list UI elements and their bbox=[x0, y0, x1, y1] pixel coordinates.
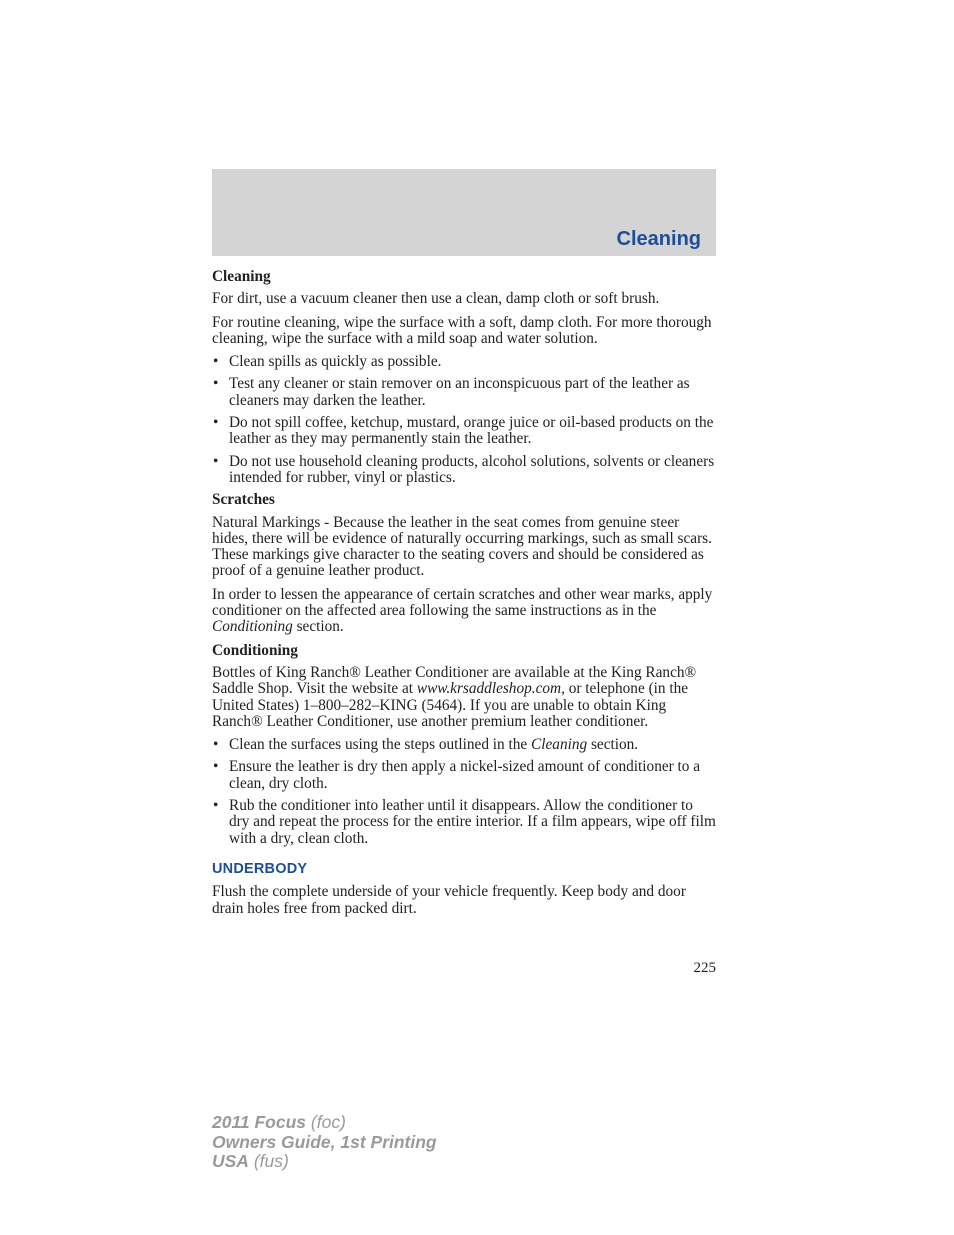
section-header-band bbox=[212, 169, 716, 256]
list-item: • Do not spill coffee, ketchup, mustard, orange juice or oil-based products on the leather as they may permanently stain the leather. bbox=[213, 414, 714, 448]
footer-line-3: USA (fus) bbox=[212, 1151, 289, 1171]
bullet-icon: • bbox=[213, 797, 219, 815]
section-title: Cleaning bbox=[616, 228, 701, 250]
bullet-icon: • bbox=[213, 758, 219, 776]
underbody-paragraph: Flush the complete underside of your vehicle frequently. Keep body and door drain holes free from packed dirt. bbox=[212, 883, 686, 917]
footer-line-1: 2011 Focus (foc) bbox=[212, 1112, 346, 1132]
conditioning-reference: Conditioning bbox=[212, 618, 293, 636]
list-item: • Ensure the leather is dry then apply a nickel-sized amount of conditioner to a clean, dry cloth. bbox=[213, 758, 701, 792]
underbody-heading: UNDERBODY bbox=[212, 860, 308, 877]
list-item: • Do not use household cleaning products, alcohol solutions, solvents or cleaners intended for rubber, vinyl or plastics. bbox=[213, 452, 715, 486]
list-item: • Clean the surfaces using the steps outlined in the Cleaning section. bbox=[213, 736, 639, 754]
scratches-paragraph-2: In order to lessen the appearance of certain scratches and other wear marks, apply conditioner on the affected area following the same instructions as in the Conditioning section. bbox=[212, 585, 713, 636]
list-item: • Test any cleaner or stain remover on an inconspicuous part of the leather as cleaners may darken the leather. bbox=[213, 375, 690, 409]
footer-line-2: Owners Guide, 1st Printing bbox=[212, 1131, 437, 1152]
page-content bbox=[212, 266, 716, 924]
scratches-heading: Scratches bbox=[212, 491, 275, 509]
cleaning-paragraph-1: For dirt, use a vacuum cleaner then use a clean, damp cloth or soft brush. bbox=[212, 290, 660, 308]
bullet-icon: • bbox=[213, 414, 219, 432]
bullet-icon: • bbox=[213, 452, 219, 470]
document-footer bbox=[212, 1113, 437, 1172]
cleaning-reference: Cleaning bbox=[531, 736, 588, 754]
conditioning-bullet-list bbox=[212, 737, 716, 847]
cleaning-heading: Cleaning bbox=[212, 268, 271, 285]
cleaning-paragraph-2: For routine cleaning, wipe the surface with a soft, damp cloth. For more thorough cleaning, wipe the surface with a mild soap and water solution. bbox=[212, 313, 712, 347]
conditioning-paragraph-1: Bottles of King Ranch® Leather Conditioner are available at the King Ranch® Saddle Shop. Visit the website at www.krsaddleshop.com, or telephone (in the United States) 1–800–282–KING (5464). If you are unable to obtain King Ranch® Leather Conditioner, use another premium leather conditioner. bbox=[212, 663, 697, 730]
cleaning-bullet-list bbox=[212, 354, 716, 486]
list-item: • Rub the conditioner into leather until it disappears. Allow the conditioner to dry and repeat the process for the entire interior. If a film appears, wipe off film with a dry, clean cloth. bbox=[213, 797, 716, 847]
website-url: www.krsaddleshop.com bbox=[416, 680, 562, 698]
conditioning-heading: Conditioning bbox=[212, 641, 298, 659]
bullet-icon: • bbox=[213, 736, 219, 754]
bullet-icon: • bbox=[213, 375, 219, 393]
scratches-paragraph-1: Natural Markings - Because the leather in the seat comes from genuine steer hides, there will be evidence of naturally occurring markings, such as small scars. These markings give character to the seating covers and should be considered as proof of a genuine leather product. bbox=[212, 513, 712, 580]
bullet-icon: • bbox=[213, 353, 219, 371]
page-number: 225 bbox=[693, 960, 716, 976]
list-item: • Clean spills as quickly as possible. bbox=[213, 353, 442, 371]
